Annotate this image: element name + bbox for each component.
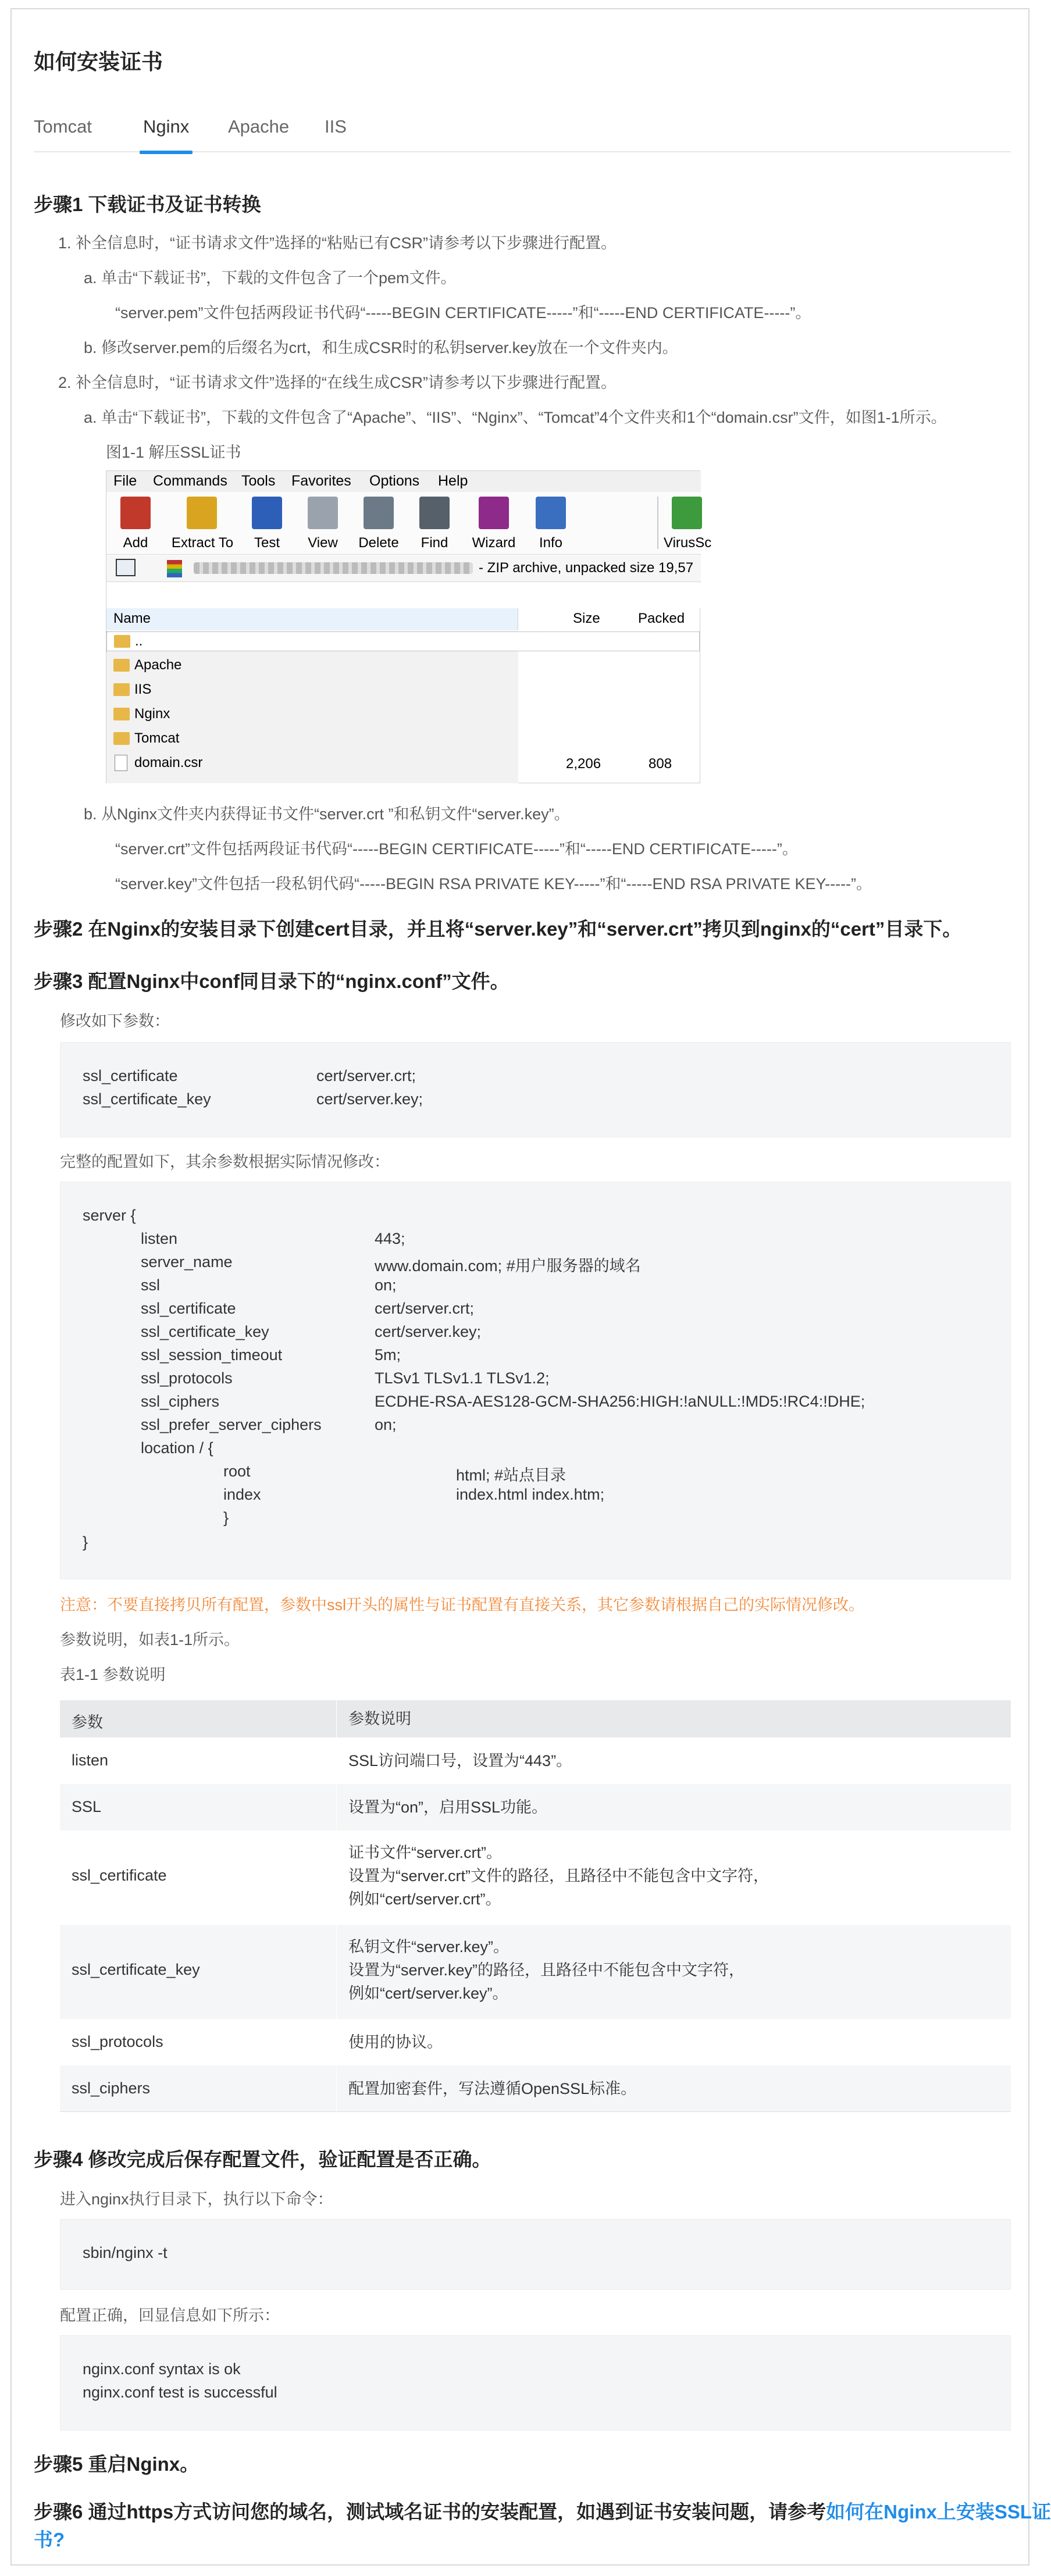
- toolbar-info-label: Info: [539, 535, 563, 551]
- code-value: cert/server.crt;: [316, 1067, 416, 1084]
- toolbar-delete-button[interactable]: [351, 494, 407, 552]
- figure-caption: 图1-1 解压SSL证书: [106, 444, 241, 461]
- file-row-domain-csr[interactable]: [106, 754, 518, 773]
- code-value: cert/server.key;: [375, 1323, 482, 1340]
- file-row-iis[interactable]: [106, 680, 518, 700]
- file-row-parent[interactable]: [106, 631, 700, 651]
- menu-favorites[interactable]: Favorites: [291, 473, 351, 489]
- file-row-tomcat[interactable]: [106, 729, 518, 749]
- file-packed-size: 808: [649, 756, 672, 772]
- toolbar-extract-label: Extract To: [171, 535, 234, 551]
- code-key: ssl_prefer_server_ciphers: [141, 1416, 322, 1433]
- blurred-archive-name: [194, 562, 473, 574]
- step4-result-intro: 配置正确，回显信息如下所示：: [60, 2307, 280, 2324]
- folder-icon: [114, 635, 130, 648]
- archive-icon: [167, 560, 182, 577]
- tab-apache[interactable]: Apache: [228, 116, 290, 137]
- tab-iis[interactable]: IIS: [325, 116, 347, 137]
- table-cell-desc: SSL访问端口号，设置为“443”。: [348, 1752, 572, 1769]
- table-row: [60, 2065, 1011, 2112]
- code-line: location / {: [141, 1439, 213, 1457]
- menu-file[interactable]: File: [113, 473, 137, 489]
- code-value: ECDHE-RSA-AES128-GCM-SHA256:HIGH:!aNULL:!MD5:!RC4:!DHE;: [375, 1393, 865, 1410]
- menu-commands[interactable]: Commands: [153, 473, 227, 489]
- toolbar-info-button[interactable]: [523, 494, 579, 552]
- find-binoculars-icon: [419, 497, 450, 529]
- code-line: nginx.conf test is successful: [83, 2384, 277, 2401]
- step1-item2-a: a. 单击“下载证书”，下载的文件包含了“Apache”、“IIS”、“Nginx”、“Tomcat”4个文件夹和1个“domain.csr”文件，如图1-1所示。: [84, 409, 947, 426]
- code-value: on;: [375, 1416, 397, 1433]
- wizard-wand-icon: [479, 497, 509, 529]
- table-header-param: 参数: [72, 1714, 103, 1731]
- code-line: }: [83, 1533, 88, 1551]
- toolbar-wizard-button[interactable]: [466, 494, 522, 552]
- file-name: IIS: [134, 682, 152, 697]
- archive-window-screenshot: [106, 470, 712, 783]
- code-value: cert/server.crt;: [375, 1300, 475, 1317]
- nginx-ssl-install-link[interactable]: 如何在Nginx上安装SSL证: [826, 2501, 1051, 2523]
- step4-title: 步骤4 修改完成后保存配置文件，验证配置是否正确。: [34, 2149, 491, 2170]
- code-key: ssl_ciphers: [141, 1393, 220, 1410]
- step1-item2-b-desc1: “server.crt”文件包括两段证书代码“-----BEGIN CERTIFICATE-----”和“-----END CERTIFICATE-----”。: [115, 840, 798, 858]
- table-cell-desc: 例如“cert/server.crt”。: [348, 1890, 501, 1908]
- file-name: Nginx: [134, 706, 170, 722]
- up-folder-icon[interactable]: [116, 559, 136, 576]
- table-caption: 表1-1 参数说明: [60, 1666, 166, 1683]
- menu-tools[interactable]: Tools: [241, 473, 276, 489]
- folder-icon: [113, 683, 130, 696]
- code-line: nginx.conf syntax is ok: [83, 2360, 241, 2378]
- add-archive-icon: [120, 497, 151, 529]
- code-value: index.html index.htm;: [456, 1486, 605, 1503]
- code-value: 443;: [375, 1230, 405, 1247]
- code-block-result: [60, 2335, 1011, 2431]
- step6-title-cont: [34, 2525, 65, 2552]
- toolbar-test-button[interactable]: [239, 494, 295, 552]
- modify-params-text: 修改如下参数：: [60, 1012, 170, 1030]
- folder-icon: [113, 708, 130, 720]
- server-tabs: [34, 114, 1011, 152]
- step6-title: [34, 2497, 1051, 2524]
- table-row: [60, 1925, 1011, 2019]
- code-key: ssl_certificate: [141, 1300, 236, 1317]
- code-value: www.domain.com; #用户服务器的域名: [375, 1257, 641, 1275]
- code-block-full-config: [60, 1182, 1011, 1579]
- info-icon: [536, 497, 566, 529]
- code-value: on;: [375, 1276, 397, 1294]
- column-size-label[interactable]: Size: [573, 611, 600, 626]
- folder-icon: [113, 659, 130, 672]
- file-name: domain.csr: [134, 755, 203, 770]
- table-cell-param: ssl_ciphers: [72, 2079, 151, 2097]
- toolbar-virusscan-label: VirusSc: [664, 535, 712, 551]
- code-key: index: [223, 1486, 261, 1503]
- code-value: 5m;: [375, 1346, 401, 1364]
- config-warning: 注意：不要直接拷贝所有配置，参数中ssl开头的属性与证书配置有直接关系，其它参数请根据自己的实际情况修改。: [60, 1596, 864, 1614]
- code-value: cert/server.key;: [316, 1090, 423, 1108]
- step1-item1-b: b. 修改server.pem的后缀名为crt，和生成CSR时的私钥server.key放在一个文件夹内。: [84, 339, 678, 356]
- code-key: root: [223, 1462, 251, 1480]
- step1-title: 步骤1 下载证书及证书转换: [34, 194, 261, 215]
- table-row: [60, 2019, 1011, 2065]
- step1-item1-a: a. 单击“下载证书”，下载的文件包含了一个pem文件。: [84, 269, 457, 287]
- extract-folder-icon: [187, 497, 217, 529]
- toolbar-add-label: Add: [123, 535, 148, 551]
- table-cell-desc: 设置为“server.key”的路径，且路径中不能包含中文字符，: [348, 1961, 745, 1979]
- code-key: ssl_protocols: [141, 1369, 233, 1387]
- folder-icon: [113, 732, 130, 745]
- code-key: ssl_certificate_key: [141, 1323, 269, 1340]
- archive-path-text: - ZIP archive, unpacked size 19,57: [479, 560, 694, 576]
- help-document-frame: [10, 8, 1051, 2566]
- code-key: listen: [141, 1230, 178, 1247]
- step1-item2-b: b. 从Nginx文件夹内获得证书文件“server.crt ”和私钥文件“server.key”。: [84, 805, 570, 823]
- code-line: server {: [83, 1207, 136, 1224]
- param-desc-text: 参数说明，如表1-1所示。: [60, 1631, 240, 1649]
- column-packed-label[interactable]: Packed: [638, 611, 685, 626]
- table-row: [60, 1831, 1011, 1925]
- table-header-desc: 参数说明: [348, 1710, 411, 1728]
- step5-title: 步骤5 重启Nginx。: [34, 2453, 199, 2475]
- delete-archive-icon: [364, 497, 394, 529]
- virus-scan-icon: [672, 497, 702, 529]
- step6-text: 步骤6 通过https方式访问您的域名，测试域名证书的安装配置，如遇到证书安装问题，请参考: [34, 2501, 826, 2523]
- tab-tomcat[interactable]: Tomcat: [34, 116, 92, 137]
- view-glasses-icon: [308, 497, 338, 529]
- toolbar-view-button[interactable]: [295, 494, 351, 552]
- table-row: [60, 1784, 1011, 1831]
- code-block-command: [60, 2219, 1011, 2290]
- code-key: ssl_session_timeout: [141, 1346, 283, 1364]
- column-name-label: Name: [113, 611, 151, 626]
- tab-nginx[interactable]: Nginx: [143, 114, 189, 152]
- file-name: Tomcat: [134, 730, 180, 746]
- code-key: ssl_certificate: [83, 1067, 178, 1084]
- table-cell-desc: 使用的协议。: [348, 2033, 443, 2051]
- archive-path-bar: [106, 555, 701, 582]
- code-line: }: [223, 1509, 229, 1526]
- code-line: sbin/nginx -t: [83, 2244, 168, 2261]
- table-header-row: [60, 1700, 1011, 1737]
- toolbar-add-button[interactable]: [108, 494, 163, 552]
- table-cell-param: ssl_protocols: [72, 2033, 163, 2050]
- table-row: [60, 1737, 1011, 1784]
- step2-title: 步骤2 在Nginx的安装目录下创建cert目录，并且将“server.key”和“server.crt”拷贝到nginx的“cert”目录下。: [34, 918, 962, 940]
- toolbar-virusscan-button[interactable]: [649, 494, 712, 552]
- archive-menubar: [106, 471, 701, 492]
- toolbar-extract-button[interactable]: [165, 494, 240, 552]
- column-name-header[interactable]: [106, 608, 518, 630]
- step1-item2-b-desc2: “server.key”文件包括一段私钥代码“-----BEGIN RSA PRIVATE KEY-----”和“-----END RSA PRIVATE KEY-----”。: [115, 875, 872, 893]
- code-value: TLSv1 TLSv1.1 TLSv1.2;: [375, 1369, 550, 1387]
- code-block-params: [60, 1042, 1011, 1137]
- page-title: 如何安装证书: [34, 50, 163, 74]
- step1-item1: 1. 补全信息时，“证书请求文件”选择的“粘贴已有CSR”请参考以下步骤进行配置。: [58, 234, 617, 252]
- table-cell-desc: 配置加密套件，写法遵循OpenSSL标准。: [348, 2080, 637, 2097]
- nginx-ssl-install-link-cont[interactable]: 书?: [34, 2529, 65, 2550]
- file-list-header: [106, 608, 701, 630]
- table-cell-desc: 证书文件“server.crt”。: [348, 1844, 503, 1861]
- file-icon: [115, 755, 127, 771]
- table-cell-desc: 例如“cert/server.key”。: [348, 1985, 508, 2002]
- file-row-apache[interactable]: [106, 656, 518, 676]
- test-archive-icon: [252, 497, 282, 529]
- table-cell-desc: 设置为“on”，启用SSL功能。: [348, 1799, 548, 1816]
- archive-blank-strip: [106, 583, 701, 608]
- toolbar-wizard-label: Wizard: [472, 535, 516, 551]
- toolbar-find-label: Find: [421, 535, 448, 551]
- code-key: ssl_certificate_key: [83, 1090, 211, 1108]
- step1-item1-a-desc: “server.pem”文件包括两段证书代码“-----BEGIN CERTIFICATE-----”和“-----END CERTIFICATE-----”。: [115, 304, 811, 322]
- code-value: html; #站点目录: [456, 1467, 567, 1484]
- toolbar-view-label: View: [308, 535, 338, 551]
- code-key: ssl: [141, 1276, 160, 1294]
- table-cell-desc: 私钥文件“server.key”。: [348, 1938, 510, 1956]
- table-cell-param: ssl_certificate: [72, 1867, 167, 1884]
- table-cell-param: listen: [72, 1751, 109, 1769]
- menu-help[interactable]: Help: [438, 473, 468, 489]
- menu-options[interactable]: Options: [369, 473, 420, 489]
- code-key: server_name: [141, 1253, 233, 1271]
- toolbar-find-button[interactable]: [407, 494, 462, 552]
- file-name: Apache: [134, 657, 182, 673]
- toolbar-delete-label: Delete: [358, 535, 399, 551]
- table-cell-param: ssl_certificate_key: [72, 1961, 200, 1978]
- step1-item2: 2. 补全信息时，“证书请求文件”选择的“在线生成CSR”请参考以下步骤进行配置。: [58, 374, 617, 391]
- file-name: ..: [135, 633, 143, 649]
- table-cell-desc: 设置为“server.crt”文件的路径，且路径中不能包含中文字符，: [348, 1867, 769, 1885]
- step4-intro: 进入nginx执行目录下，执行以下命令：: [60, 2190, 333, 2208]
- file-row-nginx[interactable]: [106, 705, 518, 725]
- archive-toolbar: [106, 492, 712, 555]
- full-config-text: 完整的配置如下，其余参数根据实际情况修改：: [60, 1153, 390, 1171]
- step3-title: 步骤3 配置Nginx中conf同目录下的“nginx.conf”文件。: [34, 971, 510, 992]
- toolbar-test-label: Test: [254, 535, 280, 551]
- table-cell-param: SSL: [72, 1798, 102, 1815]
- file-size: 2,206: [566, 756, 601, 772]
